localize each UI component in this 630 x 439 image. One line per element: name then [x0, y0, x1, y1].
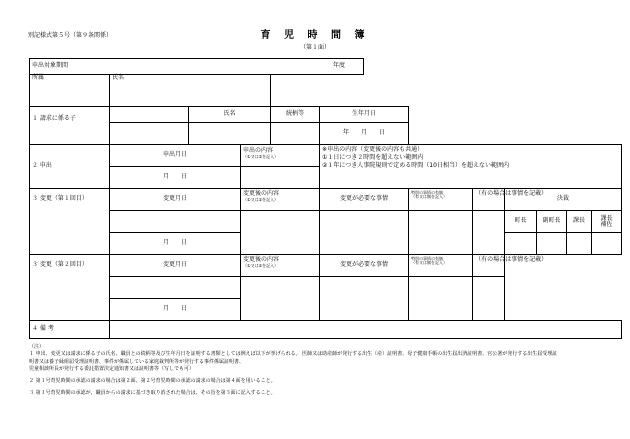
required-reason-field[interactable]: [320, 211, 409, 255]
special-reason-field[interactable]: [409, 211, 473, 255]
stamp-header-deputy-mayor: 副町長: [537, 211, 567, 233]
changed-content-field[interactable]: [241, 211, 320, 255]
remarks-field[interactable]: [110, 321, 622, 339]
required-reason-field-2[interactable]: [320, 277, 409, 321]
request-date-header: 申出月日: [110, 145, 241, 167]
request-content-notes: [320, 145, 622, 189]
note-line: 児童相談所長が発行する委託措置決定通知書又は証明書等（写しでも可）: [29, 365, 195, 372]
change-date-field-2[interactable]: 月 日: [110, 299, 241, 321]
special-reason-label-2: 特別の事情の有無: [411, 256, 444, 261]
note-line: ２ 第１号育児時間の承認の請求の場合は第２面、第２号育児時間の承認の請求の場合は第４面を用いること。: [29, 378, 276, 384]
stamp-header-assistant-chief: 課長 補佐: [592, 211, 622, 233]
special-reason-label: 特別の事情の有無: [411, 190, 444, 195]
special-reason-note: （有又は無を記入）: [411, 194, 448, 200]
change-date-entry[interactable]: [110, 211, 241, 233]
special-reason-header: [409, 189, 473, 211]
note-header: ※申出の内容（変更後の内容も共通）: [322, 146, 424, 153]
footnotes: [29, 344, 601, 398]
note-option-1: ①１日につき２時間を超えない範囲内: [322, 154, 424, 162]
stamp-box-deputy-mayor[interactable]: [537, 233, 567, 255]
required-reason-header: 変更が必要な事情: [320, 189, 409, 211]
form-reference: 別記様式第５号（第９条関係）: [28, 32, 113, 39]
special-reason-detail-header: （有の場合は事情を記載）: [473, 189, 505, 211]
special-reason-detail-header-2: （有の場合は事情を記載）: [473, 255, 505, 277]
birthdate-field[interactable]: 年 月 日: [320, 123, 409, 145]
changed-content-label-2: 変更後の内容: [243, 256, 280, 263]
note-line: １ 申出、変更又は請求に係る子の氏名、職員との続柄等及び生年月日を証明する書類としては例えば以下が挙げられる。 医師又は助産師が発行する出生（産）証明書、母子健康手帳の出生届出済証明書、官公署が発行する出生届受理証: [29, 351, 558, 358]
changed-content-header-2: [241, 255, 320, 277]
special-reason-header-2: [409, 255, 473, 277]
child-name-field[interactable]: [189, 123, 271, 145]
changed-content-header: [241, 189, 320, 211]
relationship-header: 続柄等: [271, 107, 320, 123]
required-reason-header-2: 変更が必要な事情: [320, 255, 409, 277]
changed-content-note: （①又は②を記入）: [243, 196, 279, 202]
childcare-hours-form: [29, 58, 622, 339]
change-date-header-2: 変更月日: [110, 255, 241, 277]
page-indicator: （第１面）: [299, 44, 330, 51]
request-content-label: 申出の内容: [243, 147, 274, 154]
change-date-field[interactable]: 月 日: [110, 233, 241, 255]
stamp-header-section-chief: 課長: [567, 211, 592, 233]
stamp-header-mayor: 町長: [505, 211, 537, 233]
changed-content-label: 変更後の内容: [243, 190, 280, 197]
form-title: 育 児 時 間 簿: [260, 30, 370, 41]
changed-content-note-2: （①又は②を記入）: [243, 262, 279, 268]
request-date-field[interactable]: 月 日: [110, 167, 241, 189]
section-3-first-label: ３ 変更（第１回目）: [30, 189, 110, 211]
note-line: 明書又は養子縁組届受理証明書、事件が係属している家庭裁判所等が発行する事件係属証明書、: [29, 358, 245, 365]
change-date-entry-2[interactable]: [110, 277, 241, 299]
note-option-2: ②１年につき人事院規則で定める時間（10日相当）を超えない範囲内: [322, 162, 509, 170]
request-content-header: [241, 145, 320, 167]
note-line: ３ 第１号育児時間の承認が、職員からの請求に基づき取り消された場合は、その旨を第３面に記入すること。: [29, 390, 276, 397]
affiliation-name-row: [30, 75, 622, 107]
change-date-header: 変更月日: [110, 189, 241, 211]
section-2-label: ２ 申出: [30, 145, 110, 189]
section-1-label: １ 請求に係る子: [30, 107, 110, 123]
section-4-label: ４ 備 考: [30, 321, 110, 339]
note-line: （注）: [29, 344, 45, 350]
child-name-header: 氏名: [189, 107, 271, 123]
special-reason-detail-field-2[interactable]: [473, 277, 505, 321]
birthdate-header: 生年月日: [320, 107, 409, 123]
stamp-box-assistant-chief[interactable]: [592, 233, 622, 255]
changed-content-field-2[interactable]: [241, 277, 320, 321]
period-year-field[interactable]: 年度: [271, 59, 364, 75]
stamp-box-section-chief[interactable]: [567, 233, 592, 255]
special-reason-field-2[interactable]: [409, 277, 473, 321]
special-reason-detail-field[interactable]: [473, 211, 505, 255]
period-row: [30, 59, 622, 75]
stamp-box-mayor[interactable]: [505, 233, 537, 255]
request-content-note: （①又は②を記入）: [243, 153, 279, 159]
special-reason-note-2: （有又は無を記入）: [411, 260, 448, 266]
relationship-field[interactable]: [271, 123, 320, 145]
name-field[interactable]: 氏名: [110, 75, 271, 107]
affiliation-field[interactable]: 所属: [30, 75, 110, 107]
request-content-field[interactable]: [241, 167, 320, 189]
decision-header: 決裁: [505, 189, 622, 211]
section-3-second-label: ３ 変更（第２回目）: [30, 255, 110, 277]
period-label: 申出対象期間: [30, 59, 271, 75]
